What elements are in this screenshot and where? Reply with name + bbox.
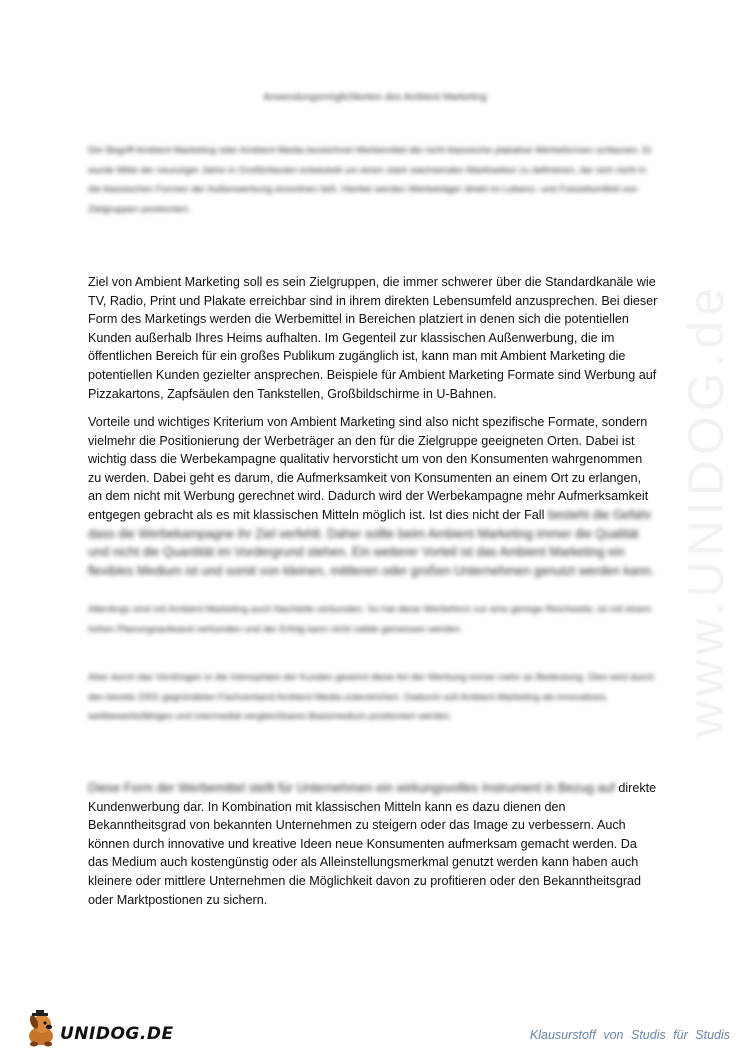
document-title: Anwendungsmöglichkeiten des Ambient Marketing [263,92,487,103]
watermark-text: www.UNIDOG.de [678,283,734,737]
paragraph-advantages-blurred: besteht die Gefahr dass die Werbekampagne ihr Ziel verfehlt. Daher sollte beim Ambient Marketing immer die Qualität und nicht die Quantität im Vordergrund stehen. Ein weiterer Vorteil ist das Ambient Marketing ein flexibles Medium ist und somit von kleinen, mittleren oder großen Unternehmen genutzt werden kann. [88,507,655,578]
footer-slogan: Klausurstoff von Studis für Studis [529,1028,730,1042]
paragraph-advantages-visible: Vorteile und wichtiges Kriterium von Ambient Marketing sind also nicht spezifische Formate, sondern vielmehr die Positionierung der Werbeträger an den für die Zielgruppe geeigneten Orten. Dabei ist wichtig dass die Werbekampagne qualitativ hervorsticht um von den Konsumenten wahrgenommen zu werden. Dabei geht es darum, die Aufmerksamkeit von Konsumenten an einem Ort zu erlangen, an dem nicht mit Werbung gerechnet wird. Dadurch wird der Werbekampagne mehr Aufmerksamkeit entgegen gebracht als es mit klassischen Mitteln möglich ist. Ist dies nicht der Fall [88,415,649,522]
unidog-logo [22,1010,174,1050]
paragraph-intro: Der Begriff Ambient Marketing oder Ambient Media bezeichnet Werbemittel die nicht klassische plakative Werbeformen umfassen. Er wurde Mitte der neunziger Jahre in Großbritanien entwickelt um einen stark wachsenden Marktsektor zu definieren, der sich nicht in die klassischen Formen der Außenwerbung einordnen ließ. Hierbei werden Werbeträger direkt im Lebens- und Freizeitumfeld von Zielgruppen positioniert. [88,145,653,215]
paragraph-conclusion [88,779,658,909]
paragraph-conclusion-blurred: Diese Form der Werbemittel stellt für Unternehmen ein wirkungsvolles Instrument in Bezug auf [88,781,615,795]
paragraph-advantages [88,413,658,580]
dog-mascot-icon [22,1010,62,1050]
paragraph-importance: Aber durch das Vordringen in die Intimsphäre der Kunden gewinnt diese Art der Werbung immer mehr an Bedeutung. Dies wird durch den bereits 2001 gegründeten Fachverband Ambient Media unterstrichen. Dadurch soll Ambient Marketing als innovatives, wettbewerbsfähiges und intermedial vergleichbares Basismedium positioniert werden. [88,672,655,722]
paragraph-goal: Ziel von Ambient Marketing soll es sein Zielgruppen, die immer schwerer über die Standardkanäle wie TV, Radio, Print und Plakate erreichbar sind in ihrem direkten Lebensumfeld anzusprechen. Bei dieser Form des Marketings werden die Werbemittel in Bereichen platziert in denen sich die potentiellen Kunden außerhalb Ihres Heims aufhalten. Im Gegenteil zur klassischen Außenwerbung, die im öffentlichen Bereich für ein großes Publikum zugänglich ist, kann man mit Ambient Marketing die potentiellen Kunden gezielter ansprechen. Beispiele für Ambient Marketing Formate sind Werbung auf Pizzakartons, Zapfsäulen den Tankstellen, Großbildschirme in U-Bahnen. [88,275,658,401]
watermark [646,280,750,740]
logo-text: UNIDOG.DE [60,1024,174,1044]
paragraph-disadvantages: Allerdings sind mit Ambient Marketing auch Nachteile verbunden. So hat diese Werbeform nur eine geringe Reichweite, ist mit einem hohen Planungsaufwand verbunden und der Erfolg kann nicht valide gemessen werden. [88,604,652,635]
paragraph-conclusion-visible: direkte Kundenwerbung dar. In Kombination mit klassischen Mitteln kann es dazu dienen den Bekanntheitsgrad von bekannten Unternehmen zu steigern oder das Image zu verbessern. Auch können durch innovative und kreative Ideen neue Konsumenten aufmerksam gemacht werden. Da das Medium auch kostengünstig oder als Alleinstellungsmerkmal genutzt werden kann haben auch kleinere oder mittlere Unternehmen die Möglichkeit davon zu profitieren oder den Bekanntheitsgrad oder Marktpostionen zu sichern. [88,781,657,907]
